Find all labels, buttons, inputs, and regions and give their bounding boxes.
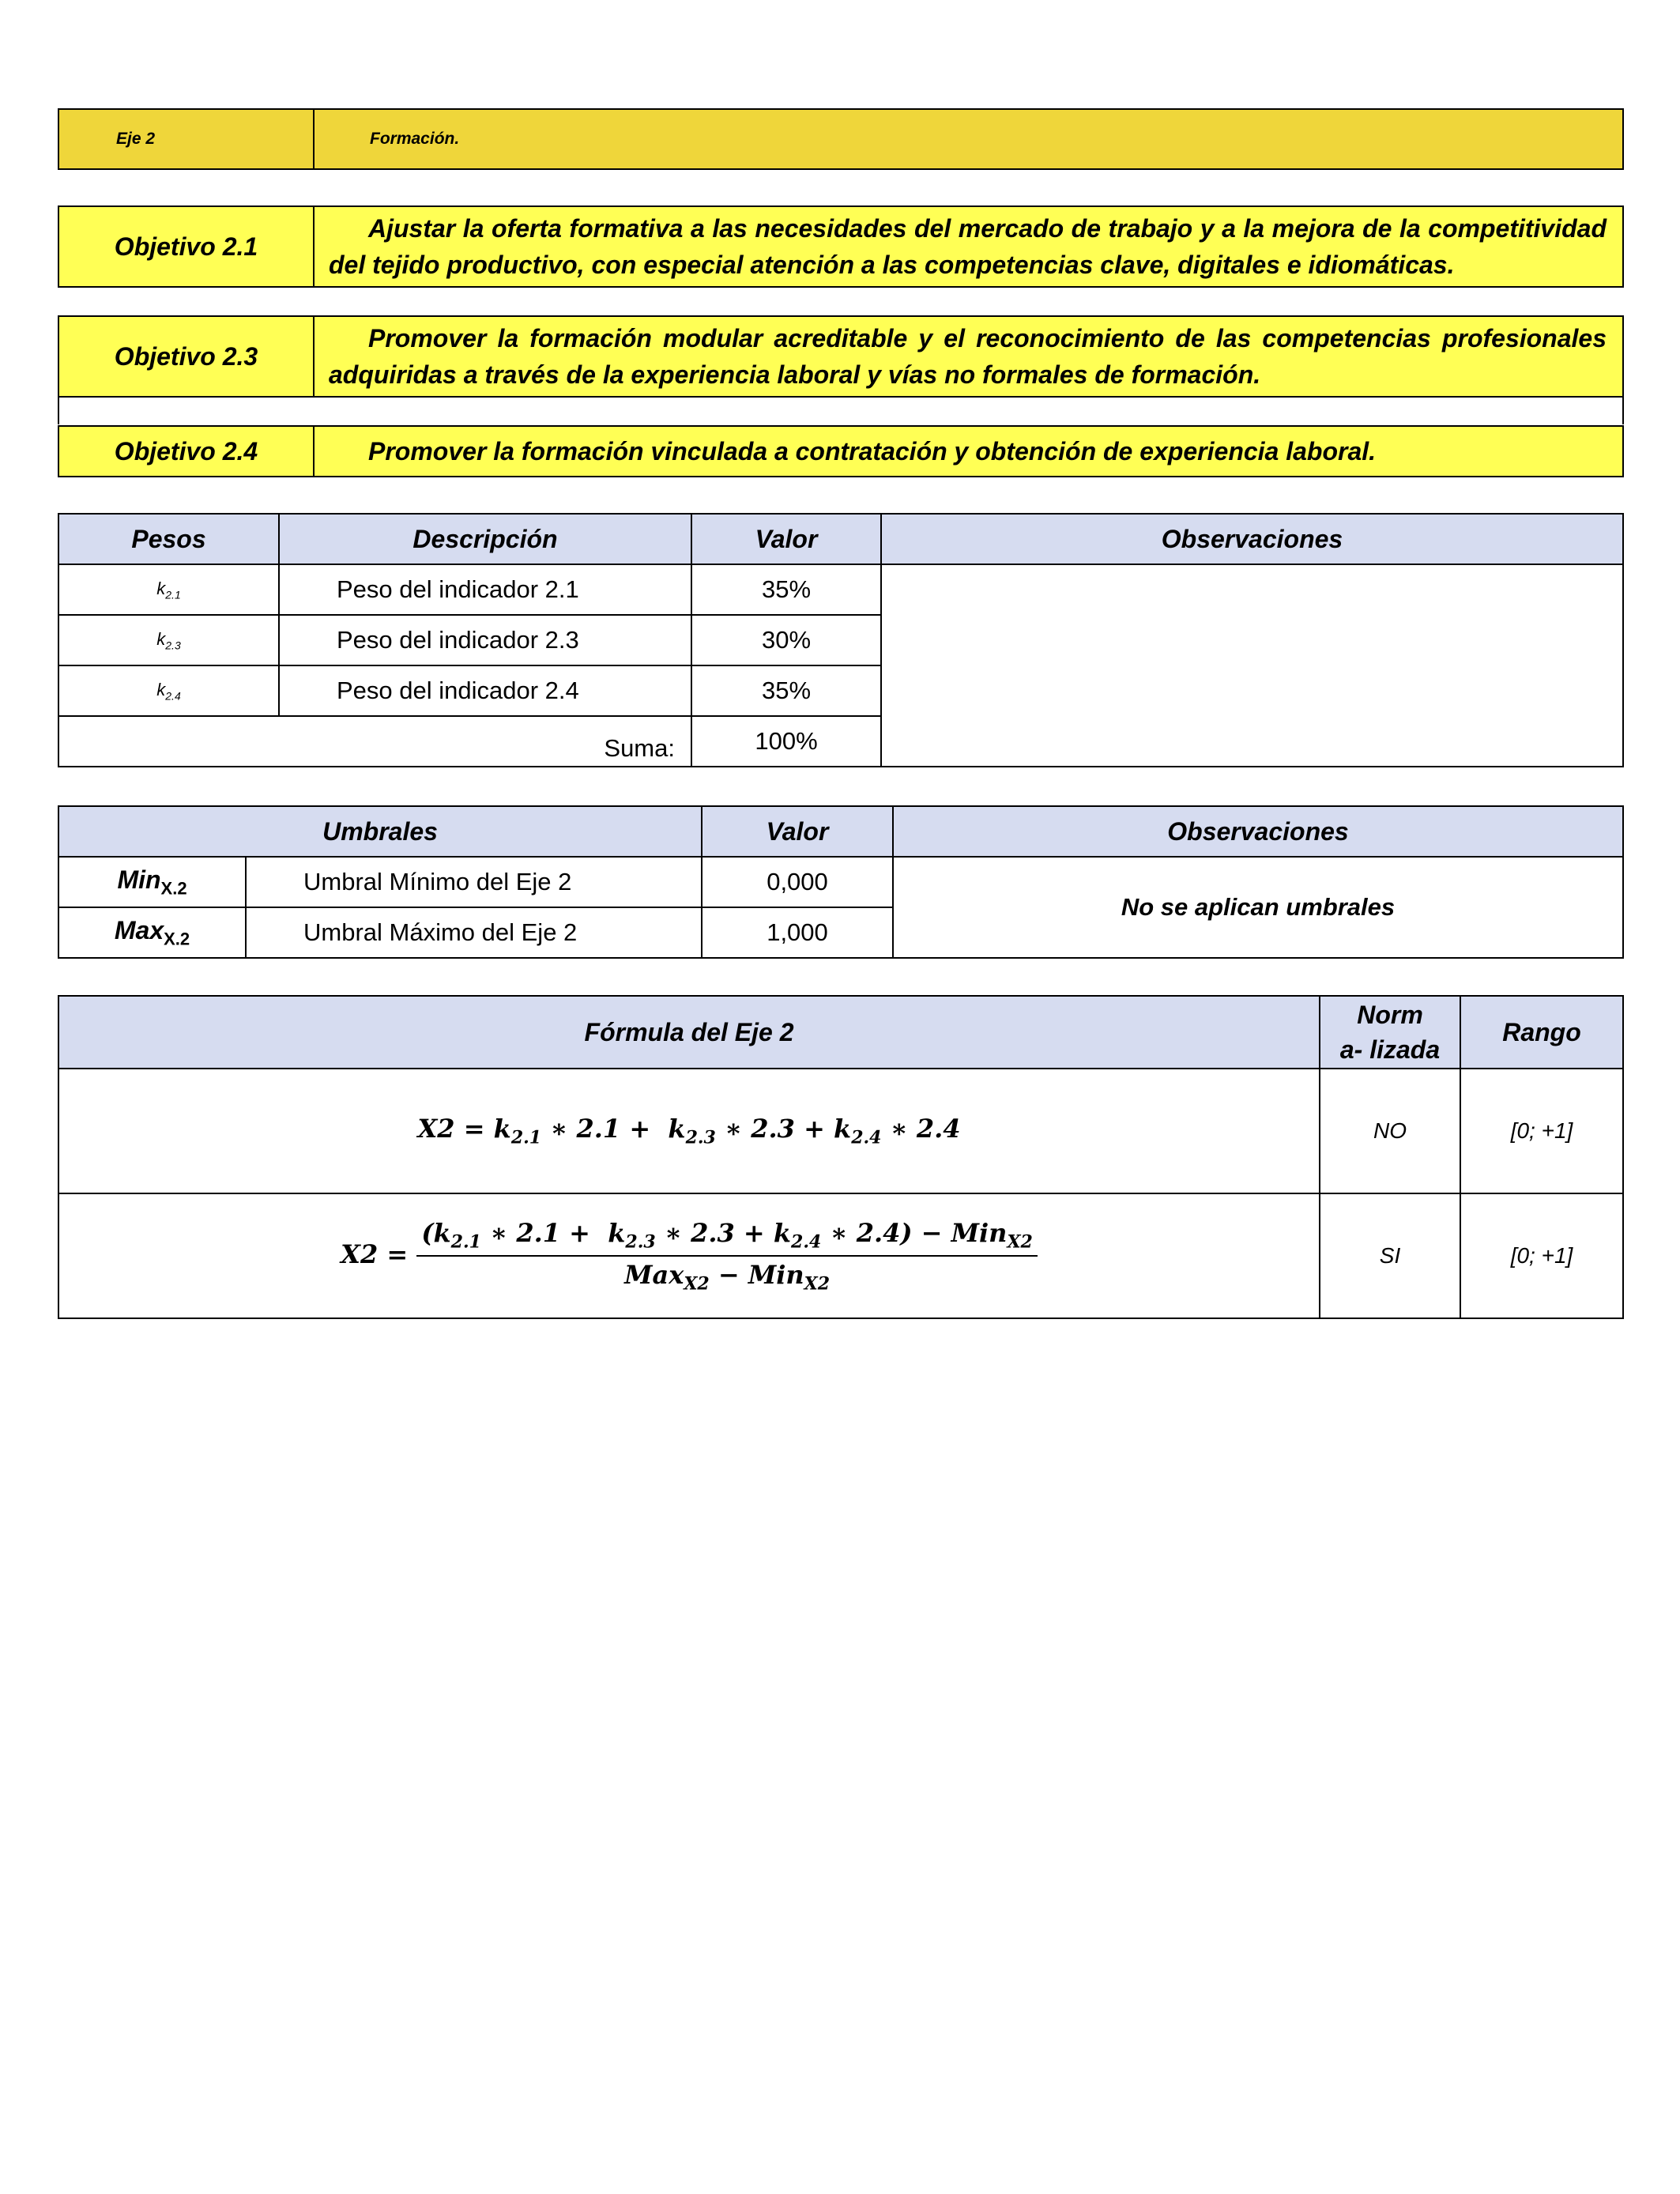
weight-symbol	[58, 564, 279, 615]
normalized-value: SI	[1320, 1193, 1460, 1318]
objective-text-rest: tejido productivo, con especial atención a las competencias clave, digitales e idiomáticas.	[372, 251, 1455, 279]
sum-label: Suma:	[58, 716, 691, 767]
objective-text	[314, 206, 1623, 287]
rango-header: Rango	[1460, 996, 1623, 1069]
objective-2-3-table	[58, 315, 1624, 398]
descripcion-header: Descripción	[279, 514, 691, 564]
observaciones-header: Observaciones	[893, 806, 1623, 857]
objective-text	[314, 316, 1623, 397]
normalized-header	[1320, 996, 1460, 1069]
weights-observations	[881, 564, 1623, 767]
eje-label: Eje 2	[58, 109, 314, 169]
range-value: [0; +1]	[1460, 1069, 1623, 1193]
objective-label: Objetivo 2.1	[58, 206, 314, 287]
formula-expression: $X2 = k_{2.1}$ ∗ $2.1 + k_{2.3}$ ∗ $2.3 + k_{2.4}$ ∗ 2.4	[417, 1114, 961, 1148]
threshold-desc: Umbral Máximo del Eje 2	[246, 907, 702, 958]
weight-value: 35%	[691, 665, 881, 716]
formula-normalized	[58, 1193, 1320, 1318]
valor-header: Valor	[702, 806, 893, 857]
weight-k: k	[156, 628, 166, 649]
separator-box	[58, 390, 1624, 424]
weight-sub: 2.3	[165, 639, 181, 652]
objective-text-first: Ajustar la oferta formativa a las necesidades del mercado de trabajo y a la mejora de la competitividad del	[329, 214, 1607, 279]
threshold-desc: Umbral Mínimo del Eje 2	[246, 857, 702, 907]
observaciones-header: Observaciones	[881, 514, 1623, 564]
weight-symbol	[58, 615, 279, 665]
objective-2-1-table	[58, 205, 1624, 288]
objective-text-first: Promover la formación modular acreditable y el reconocimiento de las competencias profesionales	[368, 324, 1607, 352]
threshold-value: 1,000	[702, 907, 893, 958]
weight-desc: Peso del indicador 2.3	[279, 615, 691, 665]
sum-value: 100%	[691, 716, 881, 767]
thresholds-table	[58, 805, 1624, 959]
weight-desc: Peso del indicador 2.4	[279, 665, 691, 716]
eje-name: Formación.	[314, 109, 1623, 169]
threshold-symbol	[58, 857, 246, 907]
normalized-header-1: Norm	[1357, 1001, 1423, 1029]
threshold-sub: X.2	[164, 929, 190, 949]
weight-desc: Peso del indicador 2.1	[279, 564, 691, 615]
weight-symbol	[58, 665, 279, 716]
valor-header: Valor	[691, 514, 881, 564]
objective-text-rest: adquiridas a través de la experiencia laboral y vías no formales de formación.	[329, 360, 1261, 389]
normalized-header-2: a- lizada	[1339, 1035, 1441, 1064]
weight-value: 30%	[691, 615, 881, 665]
threshold-observation: No se aplican umbrales	[893, 857, 1623, 958]
objective-text-first: Promover la formación vinculada a contratación y obtención de experiencia laboral.	[368, 437, 1377, 466]
threshold-symbol	[58, 907, 246, 958]
objective-2-4-table	[58, 425, 1624, 477]
normalized-value: NO	[1320, 1069, 1460, 1193]
objective-text	[314, 426, 1623, 477]
threshold-value: 0,000	[702, 857, 893, 907]
threshold-name: Min	[117, 865, 161, 894]
umbrales-header: Umbrales	[58, 806, 702, 857]
weight-value: 35%	[691, 564, 881, 615]
weight-k: k	[156, 578, 166, 598]
eje-header-table	[58, 108, 1624, 170]
objective-label: Objetivo 2.3	[58, 316, 314, 397]
formula-table	[58, 995, 1624, 1319]
weight-k: k	[156, 679, 166, 699]
objective-label: Objetivo 2.4	[58, 426, 314, 477]
formula-header: Fórmula del Eje 2	[58, 996, 1320, 1069]
threshold-name: Max	[114, 915, 164, 944]
formula-expression: X2 = $\frac{(k_{2.1} ∗ 2.1 + k_{2.3} ∗ 2.3 + k_{2.4} ∗ 2.4) - Min_{X2}}{Max_{X2} - Min_{X2}}$	[341, 1239, 1038, 1269]
weights-table	[58, 513, 1624, 767]
threshold-sub: X.2	[160, 878, 187, 899]
range-value: [0; +1]	[1460, 1193, 1623, 1318]
pesos-header: Pesos	[58, 514, 279, 564]
weight-sub: 2.4	[165, 689, 181, 703]
weight-sub: 2.1	[165, 588, 181, 601]
formula-plain	[58, 1069, 1320, 1193]
